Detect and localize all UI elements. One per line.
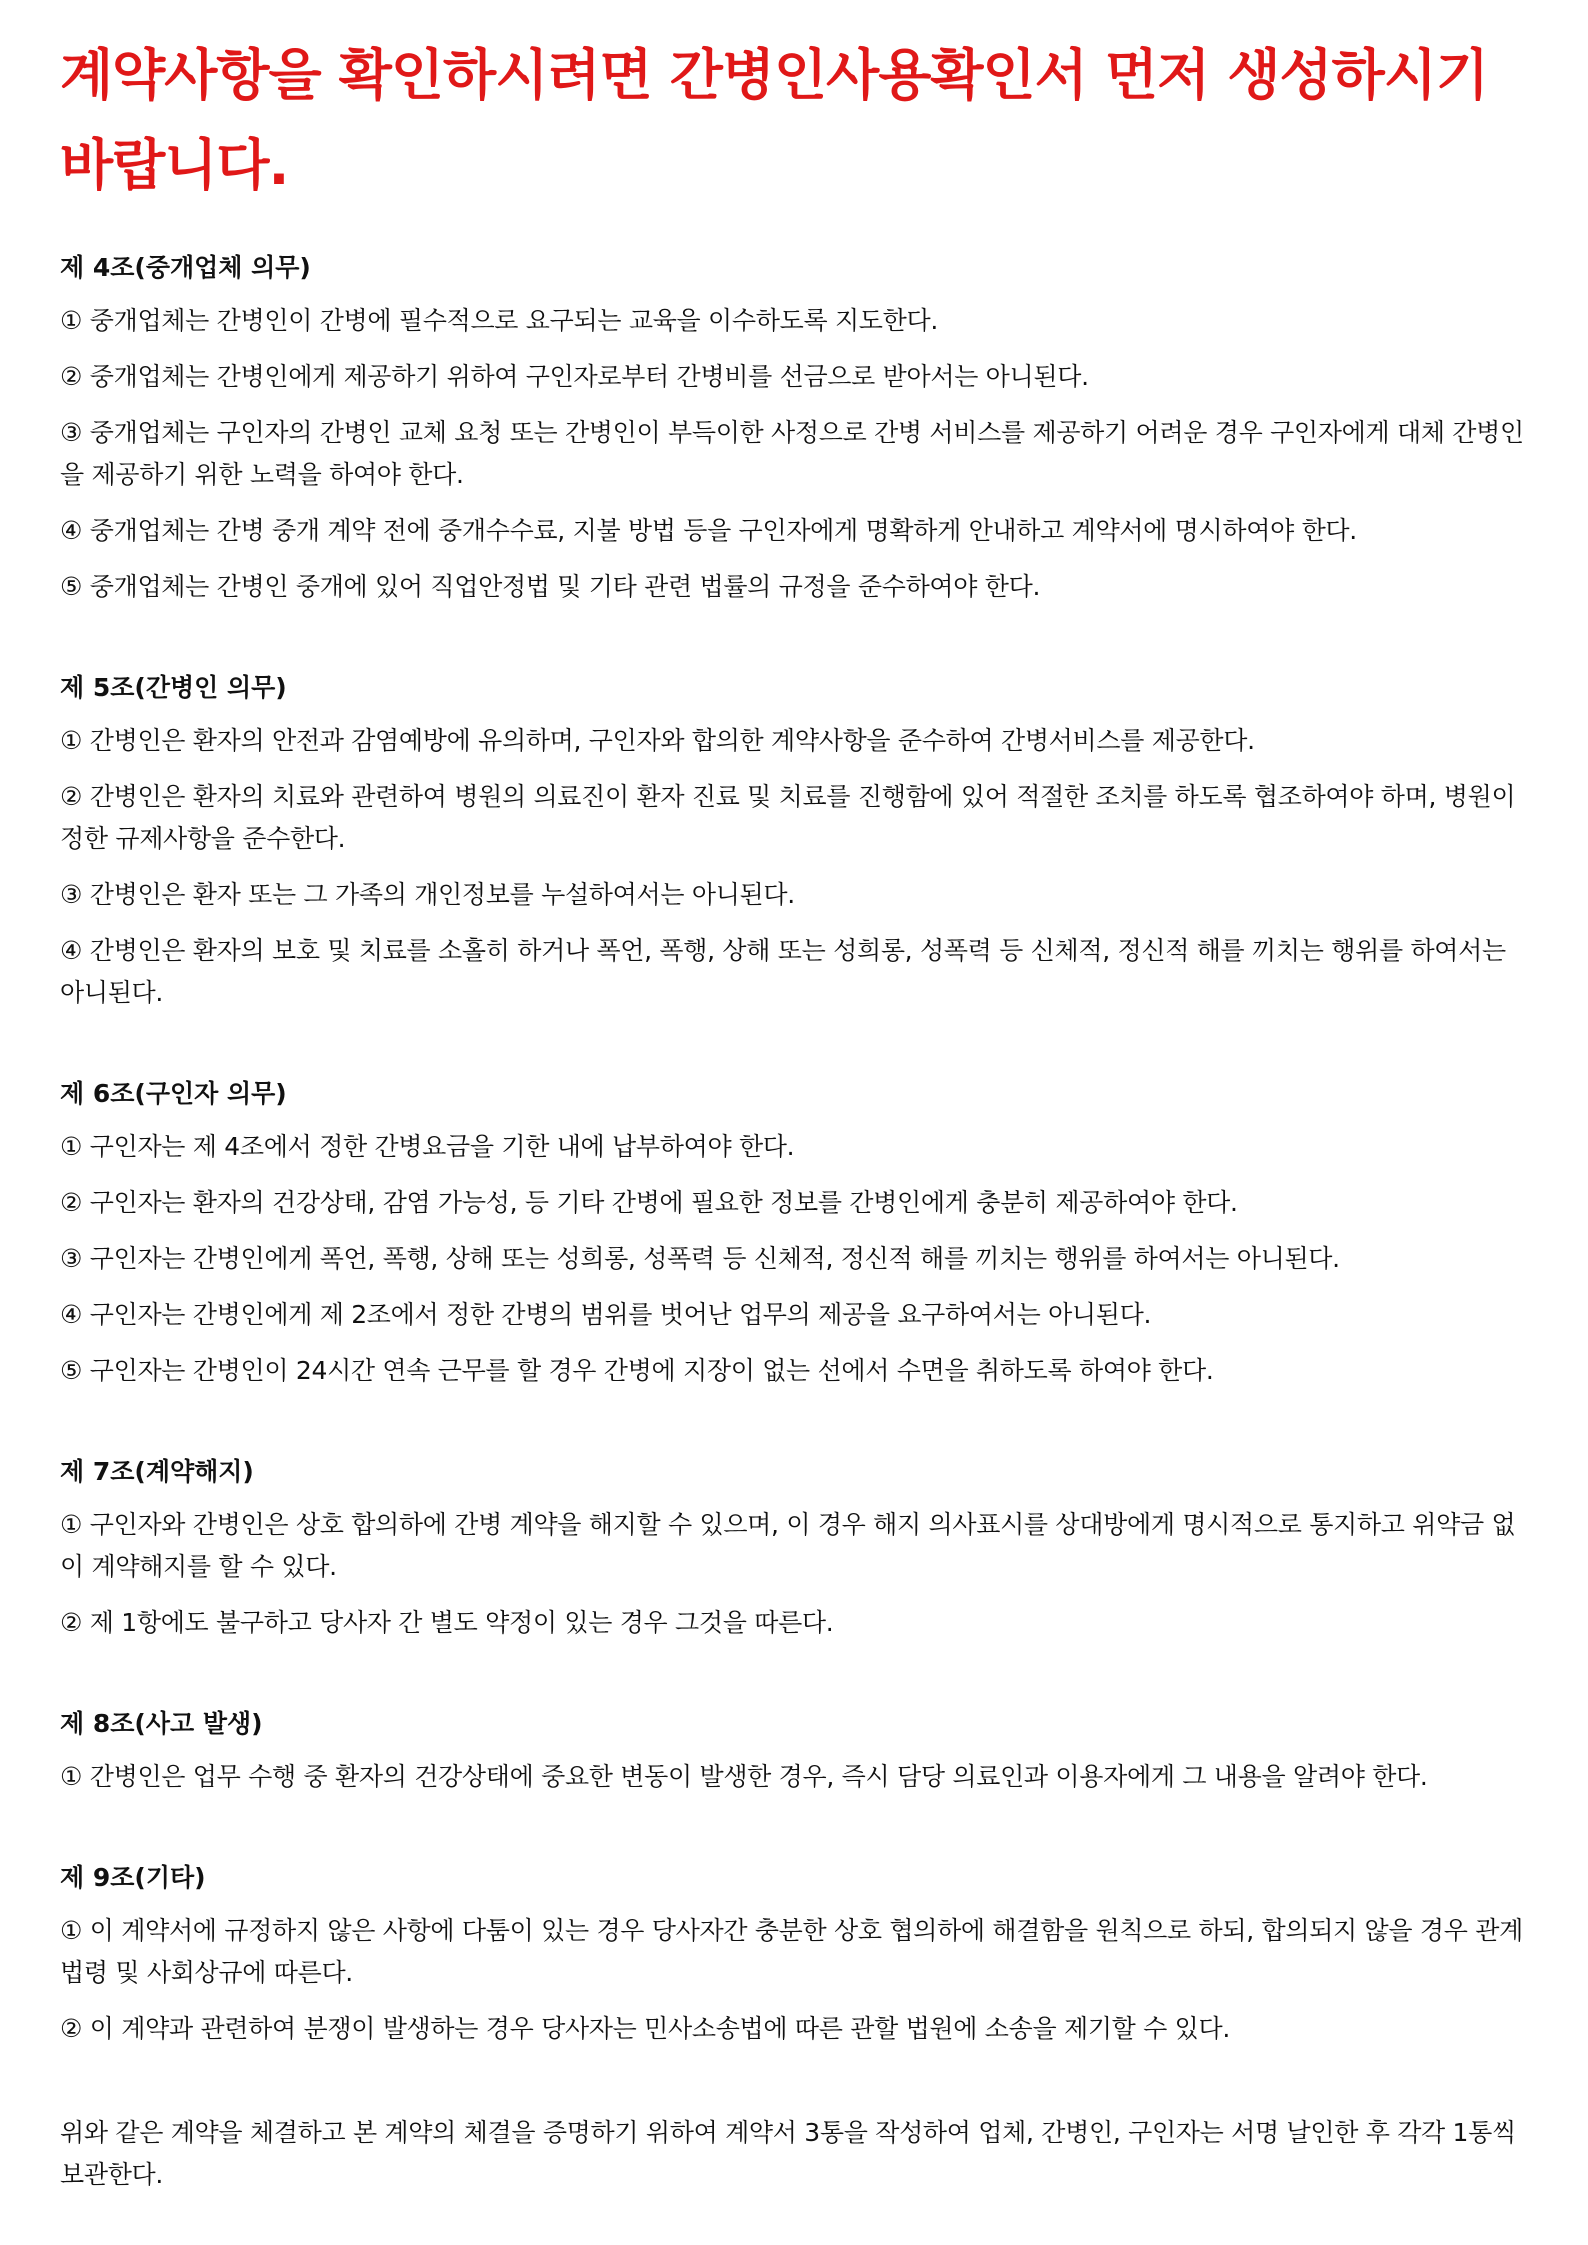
article-title: 제 8조(사고 발생) [60, 1709, 263, 1738]
article-section [60, 250, 1528, 608]
article-clause: ③ 구인자는 간병인에게 폭언, 폭행, 상해 또는 성희롱, 성폭력 등 신체적, 정신적 해를 끼치는 행위를 하여서는 아니된다. [60, 1244, 1340, 1273]
article-clause: ① 구인자는 제 4조에서 정한 간병요금을 기한 내에 납부하여야 한다. [60, 1132, 795, 1161]
article-section [60, 1860, 1528, 2050]
article-section [60, 1454, 1528, 1644]
article-clause: ② 구인자는 환자의 건강상태, 감염 가능성, 등 기타 간병에 필요한 정보를 간병인에게 충분히 제공하여야 한다. [60, 1188, 1238, 1217]
article-section [60, 1076, 1528, 1392]
article-clause: ② 중개업체는 간병인에게 제공하기 위하여 구인자로부터 간병비를 선금으로 받아서는 아니된다. [60, 362, 1089, 391]
article-title: 제 5조(간병인 의무) [60, 673, 287, 702]
article-title: 제 4조(중개업체 의무) [60, 253, 311, 282]
articles-list [60, 250, 1528, 2050]
article-clause: ① 간병인은 환자의 안전과 감염예방에 유의하며, 구인자와 합의한 계약사항을 준수하여 간병서비스를 제공한다. [60, 726, 1255, 755]
article-title: 제 7조(계약해지) [60, 1457, 254, 1486]
article-clause: ① 중개업체는 간병인이 간병에 필수적으로 요구되는 교육을 이수하도록 지도한다. [60, 306, 938, 335]
article-title: 제 9조(기타) [60, 1863, 206, 1892]
article-clause: ② 이 계약과 관련하여 분쟁이 발생하는 경우 당사자는 민사소송법에 따른 관할 법원에 소송을 제기할 수 있다. [60, 2014, 1231, 2043]
article-section [60, 670, 1528, 1014]
article-clause: ③ 중개업체는 구인자의 간병인 교체 요청 또는 간병인이 부득이한 사정으로 간병 서비스를 제공하기 어려운 경우 구인자에게 대체 간병인을 제공하기 위한 노력을 하여야 한다. [60, 418, 1524, 489]
article-clause: ① 구인자와 간병인은 상호 합의하에 간병 계약을 해지할 수 있으며, 이 경우 해지 의사표시를 상대방에게 명시적으로 통지하고 위약금 없이 계약해지를 할 수 있다. [60, 1510, 1516, 1581]
article-clause: ④ 간병인은 환자의 보호 및 치료를 소홀히 하거나 폭언, 폭행, 상해 또는 성희롱, 성폭력 등 신체적, 정신적 해를 끼치는 행위를 하여서는 아니된다. [60, 936, 1506, 1007]
article-clause: ① 이 계약서에 규정하지 않은 사항에 다툼이 있는 경우 당사자간 충분한 상호 협의하에 해결함을 원칙으로 하되, 합의되지 않을 경우 관계 법령 및 사회상규에 따른다. [60, 1916, 1523, 1987]
notice-heading: 계약사항을 확인하시려면 간병인사용확인서 먼저 생성하시기 바랍니다. [60, 43, 1488, 197]
closing-statement: 위와 같은 계약을 체결하고 본 계약의 체결을 증명하기 위하여 계약서 3통을 작성하여 업체, 간병인, 구인자는 서명 날인한 후 각각 1통씩 보관한다. [60, 2118, 1516, 2189]
article-title: 제 6조(구인자 의무) [60, 1079, 287, 1108]
article-clause: ③ 간병인은 환자 또는 그 가족의 개인정보를 누설하여서는 아니된다. [60, 880, 795, 909]
article-clause: ① 간병인은 업무 수행 중 환자의 건강상태에 중요한 변동이 발생한 경우, 즉시 담당 의료인과 이용자에게 그 내용을 알려야 한다. [60, 1762, 1428, 1791]
article-clause: ② 제 1항에도 불구하고 당사자 간 별도 약정이 있는 경우 그것을 따른다. [60, 1608, 834, 1637]
article-section [60, 1706, 1528, 1798]
article-clause: ⑤ 구인자는 간병인이 24시간 연속 근무를 할 경우 간병에 지장이 없는 선에서 수면을 취하도록 하여야 한다. [60, 1356, 1214, 1385]
article-clause: ④ 구인자는 간병인에게 제 2조에서 정한 간병의 범위를 벗어난 업무의 제공을 요구하여서는 아니된다. [60, 1300, 1152, 1329]
article-clause: ④ 중개업체는 간병 중개 계약 전에 중개수수료, 지불 방법 등을 구인자에게 명확하게 안내하고 계약서에 명시하여야 한다. [60, 516, 1357, 545]
article-clause: ⑤ 중개업체는 간병인 중개에 있어 직업안정법 및 기타 관련 법률의 규정을 준수하여야 한다. [60, 572, 1041, 601]
article-clause: ② 간병인은 환자의 치료와 관련하여 병원의 의료진이 환자 진료 및 치료를 진행함에 있어 적절한 조치를 하도록 협조하여야 하며, 병원이 정한 규제사항을 준수한다. [60, 782, 1516, 853]
